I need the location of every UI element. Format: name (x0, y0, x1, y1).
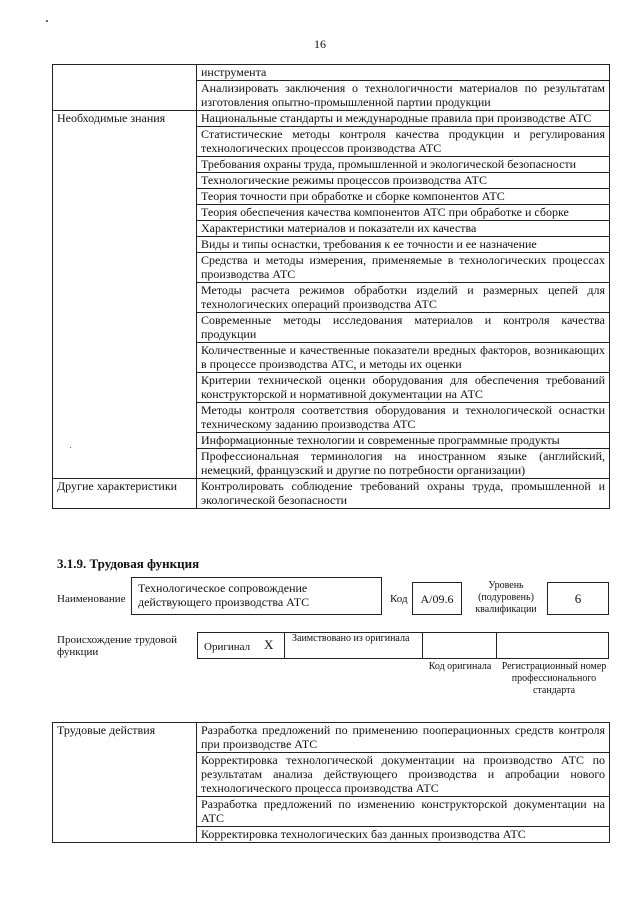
table-cell: Теория точности при обработке и сборке компонентов АТС (197, 189, 610, 205)
table-cell: Количественные и качественные показатели вредных факторов, возникающих в процессе производства АТС, и методы их оценки (197, 343, 610, 373)
table-cell: Корректировка технологической документации на производство АТС по результатам анализа действующего производства и апробации нового технологического процесса производства АТС (197, 753, 610, 797)
table-cell: Профессиональная терминология на иностранном языке (английский, немецкий, французский и другие по потребности организации) (197, 449, 610, 479)
table-cell: Контролировать соблюдение требований охраны труда, промышленной и экологической безопасности (197, 479, 610, 509)
table-cell: Статистические методы контроля качества продукции и регулирования технологических процессов производства АТС (197, 127, 610, 157)
table-cell: Методы расчета режимов обработки изделий и размерных цепей для технологических операций производства АТС (197, 283, 610, 313)
row-group-label: Другие характеристики (53, 479, 197, 509)
table-cell: Разработка предложений по изменению конструкторской документации на АТС (197, 797, 610, 827)
table-cell: Корректировка технологических баз данных производства АТС (197, 827, 610, 843)
table-cell: Технологические режимы процессов производства АТС (197, 173, 610, 189)
table-cell: Критерии технической оценки оборудования для обеспечения требований конструкторской и нормативной документации на АТС (197, 373, 610, 403)
table-row (53, 723, 610, 753)
borrowed-label: Заимствовано из оригинала (292, 633, 410, 644)
table-cell: инструмента (197, 65, 610, 81)
table-cell: Теория обеспечения качества компонентов АТС при обработке и сборке (197, 205, 610, 221)
page-number: 16 (314, 37, 326, 51)
table-cell: Разработка предложений по применению пооперационных средств контроля при производстве АТС (197, 723, 610, 753)
original-cell (197, 632, 285, 659)
row-group-label (53, 65, 197, 111)
scan-speck (70, 447, 71, 448)
table-cell: Анализировать заключения о технологичности материалов по результатам изготовления опытно-промышленной партии продукции (197, 81, 610, 111)
scan-speck (46, 20, 48, 22)
level-value-box (547, 582, 609, 615)
table-cell: Методы контроля соответствия оборудования и технологической оснастки техническому заданию производства АТС (197, 403, 610, 433)
code-value: А/09.6 (420, 592, 454, 606)
original-label: Оригинал (204, 641, 251, 653)
name-value: Технологическое сопровождение действующего производства АТС (138, 581, 310, 609)
table-cell: Требования охраны труда, промышленной и экологической безопасности (197, 157, 610, 173)
labour-actions-table (52, 722, 610, 843)
table-cell: Средства и методы измерения, применяемые в технологических процессах производства АТС (197, 253, 610, 283)
code-value-box (412, 582, 462, 615)
skills-table (52, 64, 610, 509)
row-group-label: Трудовые действия (53, 723, 197, 843)
level-label: Уровень (подуровень) квалификации (475, 580, 537, 615)
section-title: 3.1.9. Трудовая функция (57, 556, 200, 571)
name-value-box (131, 577, 382, 615)
table-cell: Национальные стандарты и международные правила при производстве АТС (197, 111, 610, 127)
table-cell: Информационные технологии и современные программные продукты (197, 433, 610, 449)
code-label: Код (390, 593, 408, 605)
origin-divider-1 (422, 632, 423, 659)
table-cell: Современные методы исследования материалов и контроля качества продукции (197, 313, 610, 343)
table-cell: Характеристики материалов и показатели их качества (197, 221, 610, 237)
table-row (53, 111, 610, 127)
row-group-label: Необходимые знания (53, 111, 197, 479)
table-row (53, 65, 610, 81)
name-label: Наименование (57, 593, 126, 605)
origin-code-label: Код оригинала (428, 661, 492, 672)
table-cell: Виды и типы оснастки, требования к ее точности и ее назначение (197, 237, 610, 253)
original-mark: Х (264, 637, 274, 652)
table-row (53, 479, 610, 509)
origin-divider-2 (496, 632, 497, 659)
origin-label: Происхождение трудовой функции (57, 634, 178, 658)
reg-number-label: Регистрационный номер профессионального стандарта (501, 661, 607, 696)
level-value: 6 (574, 591, 582, 606)
